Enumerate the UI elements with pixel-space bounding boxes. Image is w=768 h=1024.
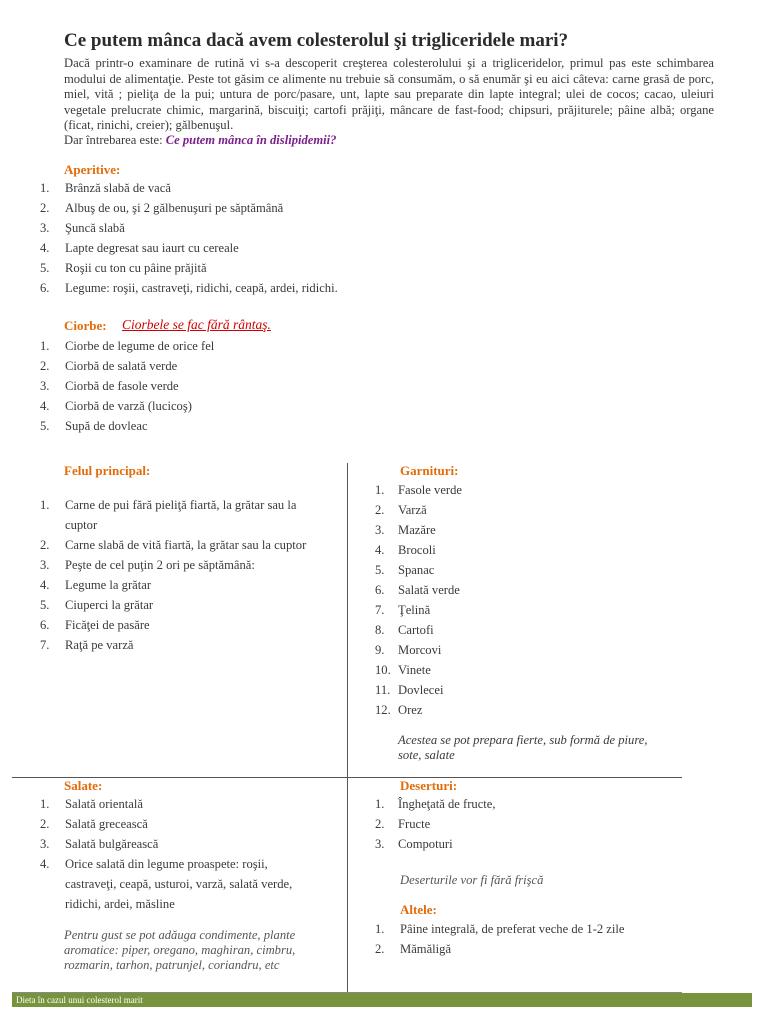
- garnituri-heading: Garnituri:: [400, 463, 459, 478]
- ciorbe-heading: Ciorbe:: [64, 318, 107, 333]
- felul-principal-list: [40, 495, 310, 655]
- ciorbe-note: Ciorbele se fac fără rântaş.: [122, 317, 271, 332]
- altele-heading: Altele:: [400, 902, 437, 917]
- aperitive-list: [40, 178, 720, 298]
- list-item: 3. Compoturi: [375, 837, 453, 851]
- list-item: 8. Cartofi: [375, 623, 434, 637]
- list-item: 7. Ţelină: [375, 603, 431, 617]
- salate-heading: Salate:: [64, 778, 103, 793]
- list-item: 6. Salată verde: [375, 583, 460, 597]
- list-item: 1. Brânză slabă de vacă: [40, 181, 171, 195]
- felul-principal-heading: Felul principal:: [64, 463, 151, 478]
- salate-list: [40, 794, 300, 914]
- list-item: 3. Peşte de cel puţin 2 ori pe săptămână:: [40, 558, 255, 572]
- list-item: 4. Lapte degresat sau iaurt cu cereale: [40, 241, 239, 255]
- list-item: 4. Orice salată din legume proaspete: roşii, castraveţi, ceapă, usturoi, varză, salată verde, ridichi, ardei, măsline: [40, 857, 293, 911]
- list-item: 1. Carne de pui fără pieliţă fiartă, la grătar sau la cuptor: [40, 498, 297, 532]
- list-item: 6. Legume: roşii, castraveţi, ridichi, ceapă, ardei, ridichi.: [40, 281, 338, 295]
- list-item: 2. Carne slabă de vită fiartă, la grătar sau la cuptor: [40, 538, 307, 552]
- list-item: 5. Supă de dovleac: [40, 419, 148, 433]
- salate-note: Pentru gust se pot adăuga condimente, plante aromatice: piper, oregano, maghiran, cimbru, rozmarin, tarhon, patrunjel, coriandru, etc: [64, 928, 296, 972]
- list-item: 1. Salată orientală: [40, 797, 143, 811]
- footer-bar: Dieta în cazul unui colesterol marit: [12, 993, 752, 1007]
- list-item: 3. Şuncă slabă: [40, 221, 125, 235]
- list-item: 10. Vinete: [375, 663, 431, 677]
- intro-paragraph: Dacă printr-o examinare de rutină vi s-a descoperit creşterea colesterolului şi a trigliceridelor, primul pas este schimbarea modului de alimentaţie. Peste tot găsim ce alimente nu trebuie să consumăm, o să enumăr şi eu aici câteva: carne grasă de porc, miel, vită ; pieliţa de la pui; untura de porc/pasare, unt, lapte sau preparate din lapte integral; ulei de cocos; cacao, uleiuri vegetale prelucrate chimic, margarină, biscuiţi; cartofi prăjiţi, mâncare de fast-food; chipsuri, prăjiturele; pâine albă; organe (ficat, rinichi, creier); gălbenuşul.: [64, 56, 714, 132]
- list-item: 2. Varză: [375, 503, 427, 517]
- list-item: 3. Ciorbă de fasole verde: [40, 379, 179, 393]
- list-item: 1. Îngheţată de fructe,: [375, 797, 496, 811]
- table-column-divider: [347, 463, 348, 993]
- list-item: 9. Morcovi: [375, 643, 442, 657]
- question-link[interactable]: Ce putem mânca în dislipidemii?: [165, 133, 337, 147]
- list-item: 11. Dovlecei: [375, 683, 444, 697]
- garnituri-note: Acestea se pot prepara fierte, sub formă de piure, sote, salate: [398, 733, 648, 762]
- table-row-divider: [12, 777, 682, 778]
- list-item: 5. Spanac: [375, 563, 435, 577]
- list-item: 6. Ficăţei de pasăre: [40, 618, 150, 632]
- aperitive-heading: Aperitive:: [64, 162, 121, 177]
- list-item: 2. Fructe: [375, 817, 431, 831]
- list-item: 2. Mămăligă: [375, 942, 452, 956]
- list-item: 1. Fasole verde: [375, 483, 462, 497]
- list-item: 2. Albuş de ou, şi 2 gălbenuşuri pe săptămână: [40, 201, 284, 215]
- list-item: 2. Salată grecească: [40, 817, 148, 831]
- ciorbe-list: [40, 336, 720, 436]
- list-item: 4. Legume la grătar: [40, 578, 152, 592]
- list-item: 3. Salată bulgărească: [40, 837, 159, 851]
- garnituri-list: [375, 480, 665, 720]
- list-item: 1. Ciorbe de legume de orice fel: [40, 339, 215, 353]
- list-item: 2. Ciorbă de salată verde: [40, 359, 178, 373]
- altele-list: [375, 919, 635, 959]
- list-item: 3. Mazăre: [375, 523, 436, 537]
- deserturi-heading: Deserturi:: [400, 778, 458, 793]
- list-item: 7. Raţă pe varză: [40, 638, 134, 652]
- list-item: 12. Orez: [375, 703, 423, 717]
- list-item: 5. Roşii cu ton cu pâine prăjită: [40, 261, 207, 275]
- list-item: 5. Ciuperci la grătar: [40, 598, 154, 612]
- question-prefix: Dar întrebarea este:: [64, 133, 166, 147]
- question-line: [64, 132, 714, 148]
- list-item: 4. Brocoli: [375, 543, 436, 557]
- list-item: 1. Pâine integrală, de preferat veche de 1-2 zile: [375, 922, 625, 936]
- page-title: Ce putem mânca dacă avem colesterolul şi trigliceridele mari?: [64, 30, 569, 51]
- list-item: 4. Ciorbă de varză (lucicoş): [40, 399, 192, 413]
- deserturi-list: [375, 794, 665, 854]
- deserturi-note: Deserturile vor fi fără frişcă: [400, 873, 544, 887]
